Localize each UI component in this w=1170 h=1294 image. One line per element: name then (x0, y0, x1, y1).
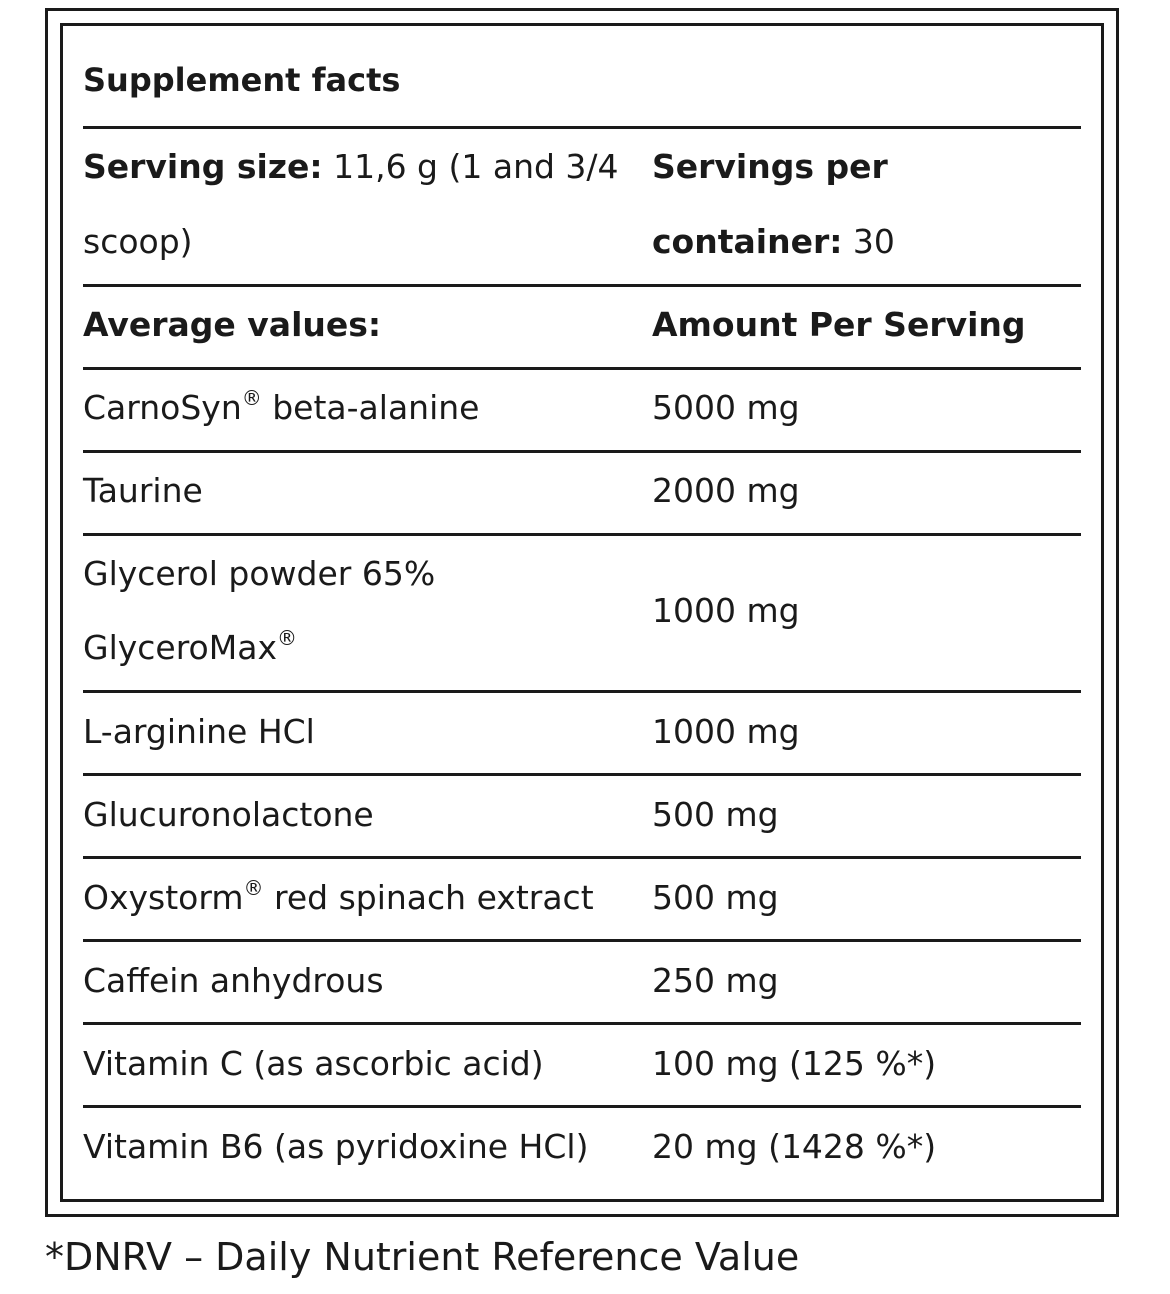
divider (83, 773, 1081, 776)
servings-per-container-label: Servings per (652, 147, 888, 186)
serving-size (83, 147, 619, 186)
nutrient-name: Caffein anhydrous (83, 961, 384, 1000)
nutrient-amount: 1000 mg (652, 712, 800, 751)
nutrient-name: L-arginine HCl (83, 712, 315, 751)
servings-per-container-label-2: container: (652, 222, 843, 261)
nutrient-name: Vitamin C (as ascorbic acid) (83, 1044, 544, 1083)
servings-per-container (652, 222, 895, 261)
nutrient-name: CarnoSyn® beta-alanine (83, 386, 480, 427)
divider (83, 856, 1081, 859)
divider (83, 1105, 1081, 1108)
nutrient-name: Glucuronolactone (83, 795, 374, 834)
serving-size-continued: scoop) (83, 222, 193, 261)
supplement-facts-inner-border (60, 23, 1104, 1202)
divider (83, 690, 1081, 693)
serving-size-label: Serving size: (83, 147, 323, 186)
divider (83, 450, 1081, 453)
column-header-average-values: Average values: (83, 305, 382, 344)
nutrient-name: Vitamin B6 (as pyridoxine HCl) (83, 1127, 589, 1166)
nutrient-name: Taurine (83, 471, 203, 510)
nutrient-amount: 5000 mg (652, 388, 800, 427)
divider (83, 533, 1081, 536)
nutrient-amount: 20 mg (1428 %*) (652, 1127, 937, 1166)
nutrient-name: Oxystorm® red spinach extract (83, 876, 594, 917)
nutrient-amount: 500 mg (652, 878, 779, 917)
nutrient-amount: 1000 mg (652, 591, 800, 630)
divider (83, 939, 1081, 942)
supplement-facts-panel (45, 8, 1119, 1217)
nutrient-name-continued: GlyceroMax® (83, 626, 297, 667)
nutrient-amount: 250 mg (652, 961, 779, 1000)
registered-mark: ® (241, 386, 262, 410)
divider (83, 284, 1081, 287)
panel-title: Supplement facts (83, 61, 401, 99)
column-header-amount: Amount Per Serving (652, 305, 1026, 344)
nutrient-amount: 2000 mg (652, 471, 800, 510)
serving-size-value: 11,6 g (1 and 3/4 (322, 147, 619, 186)
divider (83, 126, 1081, 129)
divider (83, 367, 1081, 370)
nutrient-name: Glycerol powder 65% (83, 554, 436, 593)
servings-per-container-value: 30 (842, 222, 895, 261)
nutrient-amount: 500 mg (652, 795, 779, 834)
divider (83, 1022, 1081, 1025)
nutrient-amount: 100 mg (125 %*) (652, 1044, 937, 1083)
footnote: *DNRV – Daily Nutrient Reference Value (45, 1235, 800, 1279)
registered-mark: ® (276, 626, 297, 650)
registered-mark: ® (243, 876, 264, 900)
